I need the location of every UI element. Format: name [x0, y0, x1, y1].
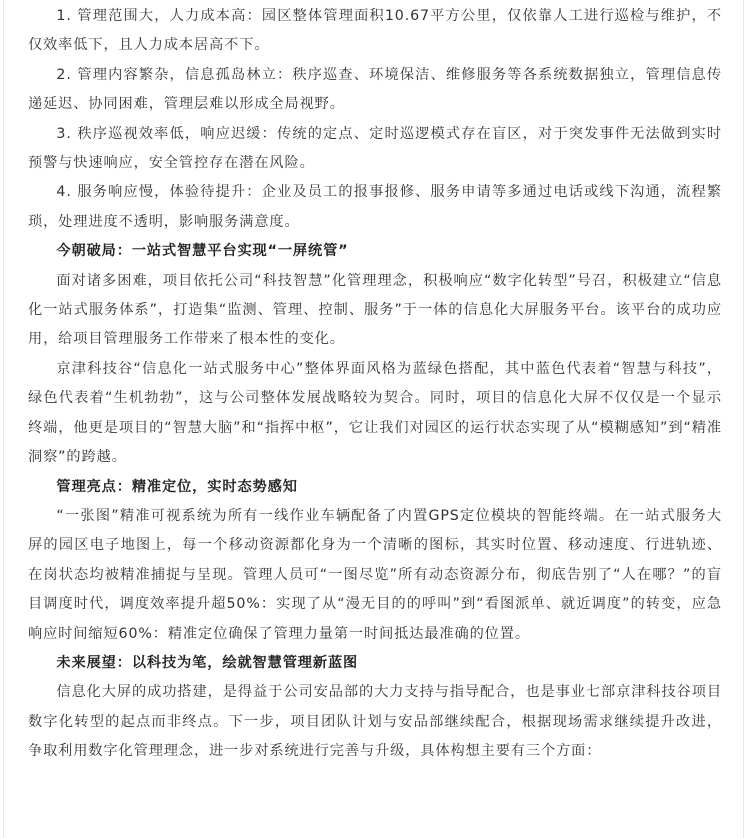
problem-item-2: 2. 管理内容繁杂，信息孤岛林立：秩序巡查、环境保洁、维修服务等各系统数据独立，管理信息传递延迟、协同困难，管理层难以形成全局视野。 — [28, 66, 722, 113]
article-body — [28, 0, 722, 767]
future-paragraph-1: 信息化大屏的成功搭建，是得益于公司安品部的大力支持与指导配合，也是事业七部京津科技谷项目数字化转型的起点而非终点。下一步，项目团队计划与安品部继续配合，根据现场需求继续提升改进，争取利用数字化管理理念，进一步对系统进行完善与升级，具体构想主要有三个方面： — [28, 684, 722, 760]
section-heading-today: 今朝破局：一站式智慧平台实现“一屏统管” — [56, 243, 349, 260]
today-paragraph-1: 面对诸多困难，项目依托公司“科技智慧”化管理理念，积极响应“数字化转型”号召，积极建立“信息化一站式服务体系”，打造集“监测、管理、控制、服务”于一体的信息化大屏服务平台。该平台的成功应用，给项目管理服务工作带来了根本性的变化。 — [28, 272, 722, 348]
problem-item-3: 3. 秩序巡视效率低，响应迟缓：传统的定点、定时巡逻模式存在盲区，对于突发事件无法做到实时预警与快速响应，安全管控存在潜在风险。 — [28, 125, 722, 172]
today-paragraph-2: 京津科技谷“信息化一站式服务中心”整体界面风格为蓝绿色搭配，其中蓝色代表着“智慧与科技”，绿色代表着“生机勃勃”，这与公司整体发展战略较为契合。同时，项目的信息化大屏不仅仅是一个显示终端，他更是项目的“智慧大脑”和“指挥中枢”，它让我们对园区的运行状态实现了从“模糊感知”到“精准洞察”的跨越。 — [28, 360, 722, 466]
section-heading-future: 未来展望：以科技为笔，绘就智慧管理新蓝图 — [56, 654, 359, 671]
right-border-line — [743, 0, 744, 838]
problem-item-1: 1. 管理范围大，人力成本高：园区整体管理面积10.67平方公里，仅依靠人工进行巡检与维护，不仅效率低下，且人力成本居高不下。 — [28, 8, 722, 54]
highlight-paragraph-1: “一张图”精准可视系统为所有一线作业车辆配备了内置GPS定位模块的智能终端。在一站式服务大屏的园区电子地图上，每一个移动资源都化身为一个清晰的图标，其实时位置、移动速度、行进轨迹、在岗状态均被精准捕捉与呈现。管理人员可“一图尽览”所有动态资源分布，彻底告别了“人在哪？”的盲目调度时代，调度效率提升超50%：实现了从“漫无目的的呼叫”到“看图派单、就近调度”的转变，应急响应时间缩短60%：精准定位确保了管理力量第一时间抵达最准确的位置。 — [28, 507, 722, 642]
left-border-line — [3, 0, 4, 838]
section-heading-highlight: 管理亮点：精准定位，实时态势感知 — [56, 478, 298, 495]
problem-item-4: 4. 服务响应慢，体验待提升：企业及员工的报事报修、服务申请等多通过电话或线下沟通，流程繁琐，处理进度不透明，影响服务满意度。 — [28, 184, 722, 230]
